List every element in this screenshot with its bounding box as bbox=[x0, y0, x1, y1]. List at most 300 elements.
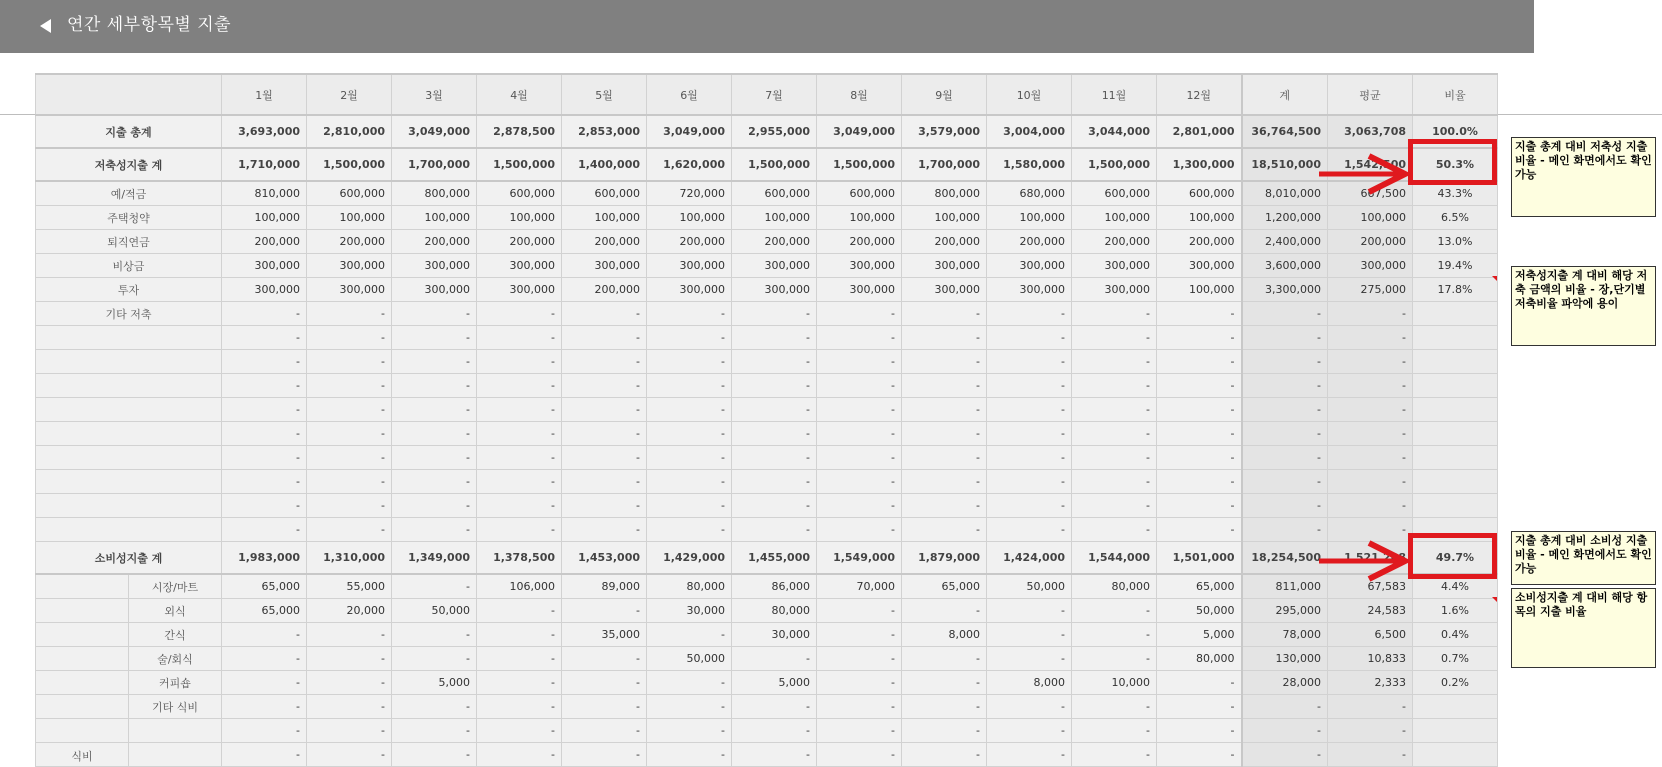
month-value[interactable]: - bbox=[1072, 743, 1157, 767]
month-value[interactable]: 1,544,000 bbox=[1072, 542, 1157, 575]
month-value[interactable]: - bbox=[392, 374, 477, 398]
month-value[interactable]: 1,500,000 bbox=[477, 148, 562, 181]
month-value[interactable]: - bbox=[477, 422, 562, 446]
month-value[interactable]: - bbox=[562, 422, 647, 446]
month-value[interactable]: 100,000 bbox=[902, 206, 987, 230]
month-value[interactable]: - bbox=[307, 470, 392, 494]
month-value[interactable]: - bbox=[817, 326, 902, 350]
month-value[interactable]: - bbox=[1157, 374, 1242, 398]
month-value[interactable]: - bbox=[902, 599, 987, 623]
row-sum[interactable]: - bbox=[1242, 446, 1328, 470]
month-value[interactable]: - bbox=[902, 743, 987, 767]
month-value[interactable]: 200,000 bbox=[392, 230, 477, 254]
month-value[interactable]: 300,000 bbox=[562, 254, 647, 278]
month-value[interactable]: - bbox=[647, 743, 732, 767]
row-average[interactable]: 1,521,208 bbox=[1328, 542, 1413, 575]
month-value[interactable]: - bbox=[817, 599, 902, 623]
month-value[interactable]: - bbox=[477, 494, 562, 518]
month-value[interactable]: - bbox=[817, 695, 902, 719]
month-value[interactable]: - bbox=[902, 302, 987, 326]
column-header[interactable]: 11월 bbox=[1072, 74, 1157, 115]
month-value[interactable]: 300,000 bbox=[222, 254, 307, 278]
row-ratio[interactable]: 43.3% bbox=[1413, 181, 1498, 206]
row-sum[interactable]: 2,400,000 bbox=[1242, 230, 1328, 254]
month-value[interactable]: - bbox=[1157, 494, 1242, 518]
month-value[interactable]: 1,300,000 bbox=[1157, 148, 1242, 181]
month-value[interactable]: 5,000 bbox=[392, 671, 477, 695]
month-value[interactable]: 2,878,500 bbox=[477, 115, 562, 148]
month-value[interactable]: - bbox=[392, 350, 477, 374]
column-header[interactable]: 12월 bbox=[1157, 74, 1242, 115]
month-value[interactable]: - bbox=[902, 719, 987, 743]
row-sum[interactable]: - bbox=[1242, 719, 1328, 743]
month-value[interactable]: 1,500,000 bbox=[817, 148, 902, 181]
month-value[interactable]: - bbox=[987, 470, 1072, 494]
month-value[interactable]: - bbox=[477, 599, 562, 623]
month-value[interactable]: - bbox=[222, 743, 307, 767]
month-value[interactable]: 1,620,000 bbox=[647, 148, 732, 181]
month-value[interactable]: 1,453,000 bbox=[562, 542, 647, 575]
month-value[interactable]: 1,983,000 bbox=[222, 542, 307, 575]
month-value[interactable]: - bbox=[562, 671, 647, 695]
month-value[interactable]: - bbox=[647, 446, 732, 470]
month-value[interactable]: - bbox=[902, 422, 987, 446]
month-value[interactable]: 2,955,000 bbox=[732, 115, 817, 148]
month-value[interactable]: 100,000 bbox=[562, 206, 647, 230]
column-header[interactable]: 10월 bbox=[987, 74, 1072, 115]
month-value[interactable]: - bbox=[392, 695, 477, 719]
month-value[interactable]: 100,000 bbox=[307, 206, 392, 230]
month-value[interactable]: - bbox=[307, 374, 392, 398]
row-ratio[interactable]: 50.3% bbox=[1413, 148, 1498, 181]
month-value[interactable]: 80,000 bbox=[1157, 647, 1242, 671]
month-value[interactable]: - bbox=[477, 743, 562, 767]
month-value[interactable]: - bbox=[307, 350, 392, 374]
month-value[interactable]: - bbox=[562, 695, 647, 719]
month-value[interactable]: - bbox=[1072, 494, 1157, 518]
month-value[interactable]: - bbox=[1072, 623, 1157, 647]
column-header[interactable]: 8월 bbox=[817, 74, 902, 115]
row-ratio[interactable]: 0.2% bbox=[1413, 671, 1498, 695]
month-value[interactable]: - bbox=[307, 398, 392, 422]
month-value[interactable]: 1,400,000 bbox=[562, 148, 647, 181]
month-value[interactable]: - bbox=[1157, 350, 1242, 374]
month-value[interactable]: - bbox=[307, 647, 392, 671]
month-value[interactable]: 8,000 bbox=[987, 671, 1072, 695]
month-value[interactable]: 200,000 bbox=[732, 230, 817, 254]
month-value[interactable]: - bbox=[1157, 398, 1242, 422]
month-value[interactable]: - bbox=[647, 422, 732, 446]
column-header[interactable]: 1월 bbox=[222, 74, 307, 115]
row-average[interactable]: - bbox=[1328, 326, 1413, 350]
month-value[interactable]: - bbox=[732, 743, 817, 767]
item-label[interactable] bbox=[36, 470, 222, 494]
month-value[interactable]: - bbox=[1157, 719, 1242, 743]
row-sum[interactable]: - bbox=[1242, 374, 1328, 398]
month-value[interactable]: - bbox=[902, 647, 987, 671]
month-value[interactable]: - bbox=[392, 743, 477, 767]
month-value[interactable]: 200,000 bbox=[562, 230, 647, 254]
month-value[interactable]: 200,000 bbox=[1157, 230, 1242, 254]
month-value[interactable]: 300,000 bbox=[222, 278, 307, 302]
row-average[interactable]: 67,583 bbox=[1328, 574, 1413, 599]
month-value[interactable]: 1,500,000 bbox=[307, 148, 392, 181]
month-value[interactable]: - bbox=[392, 574, 477, 599]
item-label[interactable]: 주택청약 bbox=[36, 206, 222, 230]
item-label-cell[interactable] bbox=[36, 574, 222, 599]
month-value[interactable]: - bbox=[477, 470, 562, 494]
row-sum[interactable]: - bbox=[1242, 326, 1328, 350]
month-value[interactable]: - bbox=[222, 671, 307, 695]
month-value[interactable]: - bbox=[987, 374, 1072, 398]
month-value[interactable]: - bbox=[732, 494, 817, 518]
row-average[interactable]: - bbox=[1328, 494, 1413, 518]
month-value[interactable]: 100,000 bbox=[1157, 278, 1242, 302]
month-value[interactable]: - bbox=[987, 326, 1072, 350]
month-value[interactable]: - bbox=[477, 671, 562, 695]
item-label[interactable]: 비상금 bbox=[36, 254, 222, 278]
month-value[interactable]: 300,000 bbox=[647, 278, 732, 302]
row-average[interactable]: 6,500 bbox=[1328, 623, 1413, 647]
month-value[interactable]: - bbox=[732, 518, 817, 542]
savings-total-label[interactable]: 저축성지출 계 bbox=[36, 148, 222, 181]
month-value[interactable]: 89,000 bbox=[562, 574, 647, 599]
row-sum[interactable]: 1,200,000 bbox=[1242, 206, 1328, 230]
month-value[interactable]: - bbox=[222, 470, 307, 494]
row-average[interactable]: - bbox=[1328, 398, 1413, 422]
month-value[interactable]: - bbox=[1072, 518, 1157, 542]
month-value[interactable]: - bbox=[1072, 599, 1157, 623]
month-value[interactable]: 3,049,000 bbox=[392, 115, 477, 148]
month-value[interactable]: 600,000 bbox=[817, 181, 902, 206]
row-sum[interactable]: - bbox=[1242, 695, 1328, 719]
row-ratio[interactable]: 100.0% bbox=[1413, 115, 1498, 148]
month-value[interactable]: - bbox=[732, 422, 817, 446]
month-value[interactable]: 300,000 bbox=[1157, 254, 1242, 278]
month-value[interactable]: 100,000 bbox=[647, 206, 732, 230]
month-value[interactable]: - bbox=[222, 398, 307, 422]
month-value[interactable]: - bbox=[732, 446, 817, 470]
month-value[interactable]: - bbox=[987, 518, 1072, 542]
month-value[interactable]: 200,000 bbox=[647, 230, 732, 254]
month-value[interactable]: - bbox=[647, 398, 732, 422]
back-arrow-icon[interactable] bbox=[40, 19, 51, 33]
month-value[interactable]: 200,000 bbox=[817, 230, 902, 254]
month-value[interactable]: - bbox=[477, 374, 562, 398]
month-value[interactable]: 800,000 bbox=[902, 181, 987, 206]
month-value[interactable]: - bbox=[817, 623, 902, 647]
month-value[interactable]: - bbox=[562, 494, 647, 518]
month-value[interactable]: - bbox=[987, 623, 1072, 647]
row-sum[interactable]: 130,000 bbox=[1242, 647, 1328, 671]
row-sum[interactable]: 18,510,000 bbox=[1242, 148, 1328, 181]
row-sum[interactable]: 28,000 bbox=[1242, 671, 1328, 695]
month-value[interactable]: - bbox=[477, 326, 562, 350]
month-value[interactable]: - bbox=[647, 302, 732, 326]
month-value[interactable]: 200,000 bbox=[562, 278, 647, 302]
month-value[interactable]: - bbox=[222, 326, 307, 350]
month-value[interactable]: - bbox=[987, 743, 1072, 767]
month-value[interactable]: - bbox=[902, 494, 987, 518]
month-value[interactable]: - bbox=[562, 647, 647, 671]
month-value[interactable]: - bbox=[222, 623, 307, 647]
row-average[interactable]: 275,000 bbox=[1328, 278, 1413, 302]
month-value[interactable]: 3,049,000 bbox=[817, 115, 902, 148]
row-ratio[interactable]: 49.7% bbox=[1413, 542, 1498, 575]
month-value[interactable]: - bbox=[732, 374, 817, 398]
month-value[interactable]: 100,000 bbox=[732, 206, 817, 230]
month-value[interactable]: 600,000 bbox=[477, 181, 562, 206]
row-average[interactable]: - bbox=[1328, 518, 1413, 542]
month-value[interactable]: - bbox=[647, 494, 732, 518]
month-value[interactable]: - bbox=[477, 647, 562, 671]
month-value[interactable]: 1,500,000 bbox=[732, 148, 817, 181]
month-value[interactable]: - bbox=[817, 518, 902, 542]
month-value[interactable]: - bbox=[1072, 350, 1157, 374]
row-sum[interactable]: 3,600,000 bbox=[1242, 254, 1328, 278]
month-value[interactable]: 80,000 bbox=[732, 599, 817, 623]
row-ratio[interactable] bbox=[1413, 422, 1498, 446]
month-value[interactable]: - bbox=[817, 494, 902, 518]
month-value[interactable]: 1,710,000 bbox=[222, 148, 307, 181]
month-value[interactable]: - bbox=[1157, 302, 1242, 326]
month-value[interactable]: - bbox=[987, 494, 1072, 518]
row-sum[interactable]: - bbox=[1242, 494, 1328, 518]
month-value[interactable]: - bbox=[1072, 719, 1157, 743]
item-label[interactable] bbox=[36, 374, 222, 398]
month-value[interactable]: - bbox=[477, 719, 562, 743]
month-value[interactable]: - bbox=[562, 743, 647, 767]
row-average[interactable]: 100,000 bbox=[1328, 206, 1413, 230]
month-value[interactable]: - bbox=[902, 518, 987, 542]
month-value[interactable]: - bbox=[902, 671, 987, 695]
month-value[interactable]: 720,000 bbox=[647, 181, 732, 206]
month-value[interactable]: - bbox=[732, 470, 817, 494]
month-value[interactable]: 1,310,000 bbox=[307, 542, 392, 575]
column-header[interactable]: 9월 bbox=[902, 74, 987, 115]
month-value[interactable]: - bbox=[1072, 647, 1157, 671]
month-value[interactable]: 600,000 bbox=[307, 181, 392, 206]
month-value[interactable]: - bbox=[307, 422, 392, 446]
row-average[interactable]: 667,500 bbox=[1328, 181, 1413, 206]
month-value[interactable]: - bbox=[817, 302, 902, 326]
column-header[interactable]: 6월 bbox=[647, 74, 732, 115]
month-value[interactable]: - bbox=[222, 350, 307, 374]
month-value[interactable]: 800,000 bbox=[392, 181, 477, 206]
month-value[interactable]: - bbox=[222, 647, 307, 671]
month-value[interactable]: - bbox=[477, 446, 562, 470]
month-value[interactable]: 1,424,000 bbox=[987, 542, 1072, 575]
month-value[interactable]: - bbox=[987, 446, 1072, 470]
row-average[interactable]: - bbox=[1328, 695, 1413, 719]
month-value[interactable]: - bbox=[477, 623, 562, 647]
month-value[interactable]: - bbox=[477, 398, 562, 422]
month-value[interactable]: 200,000 bbox=[902, 230, 987, 254]
month-value[interactable]: 50,000 bbox=[1157, 599, 1242, 623]
column-header[interactable]: 계 bbox=[1242, 74, 1328, 115]
month-value[interactable]: 30,000 bbox=[647, 599, 732, 623]
item-label[interactable] bbox=[36, 326, 222, 350]
month-value[interactable]: - bbox=[817, 470, 902, 494]
row-sum[interactable]: - bbox=[1242, 398, 1328, 422]
row-ratio[interactable] bbox=[1413, 302, 1498, 326]
month-value[interactable]: 1,378,500 bbox=[477, 542, 562, 575]
month-value[interactable]: - bbox=[307, 302, 392, 326]
month-value[interactable]: - bbox=[647, 623, 732, 647]
month-value[interactable]: - bbox=[987, 719, 1072, 743]
month-value[interactable]: - bbox=[647, 719, 732, 743]
item-label[interactable] bbox=[36, 422, 222, 446]
month-value[interactable]: 300,000 bbox=[732, 278, 817, 302]
row-average[interactable]: - bbox=[1328, 422, 1413, 446]
month-value[interactable]: 50,000 bbox=[647, 647, 732, 671]
month-value[interactable]: 300,000 bbox=[477, 278, 562, 302]
month-value[interactable]: - bbox=[562, 599, 647, 623]
month-value[interactable]: - bbox=[817, 374, 902, 398]
row-sum[interactable]: - bbox=[1242, 422, 1328, 446]
month-value[interactable]: - bbox=[817, 422, 902, 446]
month-value[interactable]: - bbox=[392, 446, 477, 470]
row-sum[interactable]: 36,764,500 bbox=[1242, 115, 1328, 148]
row-sum[interactable]: - bbox=[1242, 743, 1328, 767]
month-value[interactable]: 100,000 bbox=[1072, 206, 1157, 230]
month-value[interactable]: 300,000 bbox=[817, 254, 902, 278]
month-value[interactable]: - bbox=[987, 695, 1072, 719]
month-value[interactable]: 200,000 bbox=[477, 230, 562, 254]
month-value[interactable]: - bbox=[647, 671, 732, 695]
month-value[interactable]: - bbox=[307, 518, 392, 542]
month-value[interactable]: - bbox=[307, 446, 392, 470]
month-value[interactable]: 100,000 bbox=[392, 206, 477, 230]
item-label[interactable] bbox=[36, 350, 222, 374]
month-value[interactable]: 680,000 bbox=[987, 181, 1072, 206]
item-label[interactable]: 예/적금 bbox=[36, 181, 222, 206]
month-value[interactable]: - bbox=[392, 494, 477, 518]
month-value[interactable]: 10,000 bbox=[1072, 671, 1157, 695]
month-value[interactable]: 300,000 bbox=[392, 278, 477, 302]
month-value[interactable]: - bbox=[562, 326, 647, 350]
month-value[interactable]: 65,000 bbox=[1157, 574, 1242, 599]
month-value[interactable]: - bbox=[647, 695, 732, 719]
month-value[interactable]: - bbox=[392, 623, 477, 647]
month-value[interactable]: 86,000 bbox=[732, 574, 817, 599]
month-value[interactable]: 300,000 bbox=[307, 254, 392, 278]
month-value[interactable]: 3,049,000 bbox=[647, 115, 732, 148]
month-value[interactable]: - bbox=[307, 719, 392, 743]
row-sum[interactable]: - bbox=[1242, 350, 1328, 374]
row-average[interactable]: - bbox=[1328, 374, 1413, 398]
month-value[interactable]: - bbox=[1072, 302, 1157, 326]
month-value[interactable]: 1,549,000 bbox=[817, 542, 902, 575]
row-ratio[interactable]: 17.8% bbox=[1413, 278, 1498, 302]
month-value[interactable]: 2,853,000 bbox=[562, 115, 647, 148]
month-value[interactable]: - bbox=[562, 398, 647, 422]
month-value[interactable]: 70,000 bbox=[817, 574, 902, 599]
item-label[interactable] bbox=[36, 398, 222, 422]
month-value[interactable]: 8,000 bbox=[902, 623, 987, 647]
row-ratio[interactable]: 13.0% bbox=[1413, 230, 1498, 254]
month-value[interactable]: - bbox=[1157, 446, 1242, 470]
month-value[interactable]: 300,000 bbox=[902, 278, 987, 302]
month-value[interactable]: - bbox=[307, 743, 392, 767]
month-value[interactable]: - bbox=[647, 518, 732, 542]
month-value[interactable]: - bbox=[902, 350, 987, 374]
month-value[interactable]: - bbox=[562, 446, 647, 470]
month-value[interactable]: 300,000 bbox=[1072, 278, 1157, 302]
month-value[interactable]: - bbox=[817, 719, 902, 743]
item-label[interactable] bbox=[36, 494, 222, 518]
month-value[interactable]: - bbox=[1072, 374, 1157, 398]
column-header[interactable]: 2월 bbox=[307, 74, 392, 115]
month-value[interactable]: - bbox=[817, 671, 902, 695]
row-sum[interactable]: - bbox=[1242, 470, 1328, 494]
month-value[interactable]: 20,000 bbox=[307, 599, 392, 623]
month-value[interactable]: 5,000 bbox=[732, 671, 817, 695]
item-label[interactable] bbox=[36, 518, 222, 542]
column-header[interactable]: 평균 bbox=[1328, 74, 1413, 115]
row-ratio[interactable] bbox=[1413, 326, 1498, 350]
month-value[interactable]: 100,000 bbox=[1157, 206, 1242, 230]
month-value[interactable]: 50,000 bbox=[392, 599, 477, 623]
row-sum[interactable]: 811,000 bbox=[1242, 574, 1328, 599]
month-value[interactable]: - bbox=[732, 398, 817, 422]
month-value[interactable]: 300,000 bbox=[1072, 254, 1157, 278]
item-label-cell[interactable] bbox=[36, 623, 222, 647]
row-average[interactable]: - bbox=[1328, 470, 1413, 494]
month-value[interactable]: 1,501,000 bbox=[1157, 542, 1242, 575]
month-value[interactable]: 55,000 bbox=[307, 574, 392, 599]
month-value[interactable]: - bbox=[987, 398, 1072, 422]
month-value[interactable]: 35,000 bbox=[562, 623, 647, 647]
item-label[interactable]: 투자 bbox=[36, 278, 222, 302]
month-value[interactable]: 5,000 bbox=[1157, 623, 1242, 647]
month-value[interactable]: 300,000 bbox=[902, 254, 987, 278]
row-average[interactable]: - bbox=[1328, 743, 1413, 767]
month-value[interactable]: 3,004,000 bbox=[987, 115, 1072, 148]
row-sum[interactable]: - bbox=[1242, 518, 1328, 542]
month-value[interactable]: - bbox=[1157, 470, 1242, 494]
month-value[interactable]: 300,000 bbox=[307, 278, 392, 302]
month-value[interactable]: - bbox=[392, 647, 477, 671]
month-value[interactable]: - bbox=[987, 422, 1072, 446]
month-value[interactable]: 100,000 bbox=[987, 206, 1072, 230]
month-value[interactable]: - bbox=[817, 647, 902, 671]
month-value[interactable]: 600,000 bbox=[1157, 181, 1242, 206]
column-header[interactable]: 비율 bbox=[1413, 74, 1498, 115]
row-sum[interactable]: 18,254,500 bbox=[1242, 542, 1328, 575]
month-value[interactable]: - bbox=[307, 494, 392, 518]
row-average[interactable]: 1,542,500 bbox=[1328, 148, 1413, 181]
month-value[interactable]: 3,044,000 bbox=[1072, 115, 1157, 148]
item-label[interactable]: 퇴직연금 bbox=[36, 230, 222, 254]
row-ratio[interactable] bbox=[1413, 374, 1498, 398]
month-value[interactable]: - bbox=[222, 494, 307, 518]
month-value[interactable]: - bbox=[902, 470, 987, 494]
row-ratio[interactable] bbox=[1413, 719, 1498, 743]
month-value[interactable]: 100,000 bbox=[817, 206, 902, 230]
month-value[interactable]: - bbox=[222, 518, 307, 542]
row-average[interactable]: 3,063,708 bbox=[1328, 115, 1413, 148]
month-value[interactable]: - bbox=[1157, 695, 1242, 719]
month-value[interactable]: 80,000 bbox=[1072, 574, 1157, 599]
month-value[interactable]: - bbox=[222, 422, 307, 446]
row-sum[interactable]: 295,000 bbox=[1242, 599, 1328, 623]
month-value[interactable]: - bbox=[307, 671, 392, 695]
row-ratio[interactable]: 1.6% bbox=[1413, 599, 1498, 623]
month-value[interactable]: 3,579,000 bbox=[902, 115, 987, 148]
month-value[interactable]: - bbox=[1072, 422, 1157, 446]
month-value[interactable]: 810,000 bbox=[222, 181, 307, 206]
